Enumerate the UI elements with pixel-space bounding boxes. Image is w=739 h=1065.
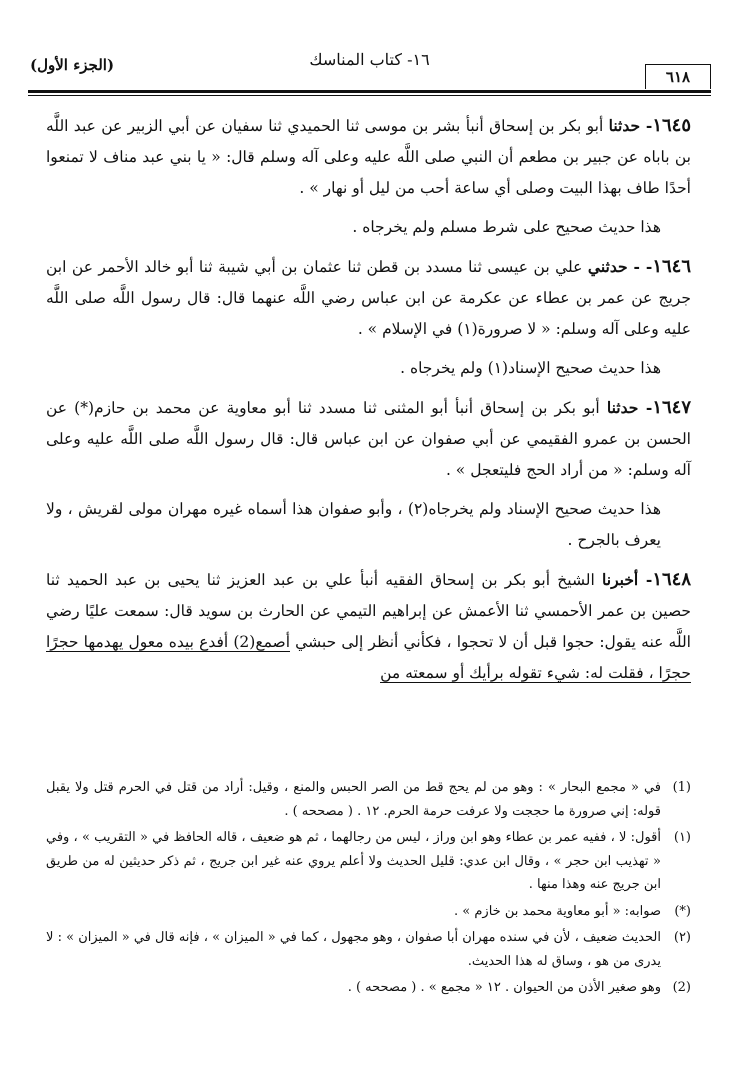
footnotes bbox=[46, 776, 691, 1003]
hadith-number: ١٦٤٧ bbox=[652, 397, 691, 418]
hadith-1645 bbox=[46, 110, 691, 204]
footnote-item bbox=[46, 826, 691, 897]
hadith-last-line: أصمع(2) أفدع بيده معول يهدمها حجرًا حجرًا ، فقلت له: شيء تقوله برأيك أو سمعته من bbox=[46, 633, 691, 682]
header-rule-thin bbox=[28, 95, 711, 96]
footnote-mark: (*) bbox=[674, 903, 691, 919]
hadith-lead: - حدثنا bbox=[608, 116, 653, 135]
footnote-text: أقول: لا ، ففيه عمر بن عطاء وهو ابن وراز ، ليس من رجالهما ، ثم هو ضعيف ، قاله الحافظ في « التقريب » ، وفي « تهذيب ابن حجر » ، وقال ابن عدي: قليل الحديث ولا أعلم يروي عنه غير ابن جريج ، ثم ذكر حديثين له من طريق ابن جريج عنه وهذا منها . bbox=[46, 830, 661, 892]
footnote-mark: (1) bbox=[672, 780, 691, 795]
footnote-item bbox=[46, 900, 691, 924]
hadith-number: ١٦٤٦ bbox=[652, 256, 691, 277]
chapter-title: ١٦- كتاب المناسك bbox=[309, 50, 430, 69]
footnote-mark: (٢) bbox=[673, 930, 691, 945]
hadith-lead: - - حدثني bbox=[587, 257, 653, 276]
footnote-text: وهو صغير الأذن من الحيوان . ١٢ « مجمع » . ( مصححه ) . bbox=[347, 980, 661, 995]
footnote-item bbox=[46, 926, 691, 973]
hadith-number: ١٦٤٨ bbox=[652, 569, 692, 590]
footnote-mark: (١) bbox=[673, 830, 691, 845]
hadith-text: علي بن عيسى ثنا مسدد بن قطن ثنا عثمان بن أبي شيبة ثنا أبو خالد الأحمر عن ابن جريج عن عمر بن عطاء عن عكرمة عن ابن عباس رضي اللَّه عنهما قال: قال رسول اللَّه صلى اللَّه عليه وعلى آله وسلم: « لا صرورة(١) في الإسلام » . bbox=[46, 258, 691, 338]
footnote-item bbox=[46, 976, 691, 1000]
hadith-comment: هذا حديث صحيح الإسناد(١) ولم يخرجاه . bbox=[400, 359, 661, 377]
footnote-text: صوابه: « أبو معاوية محمد بن خازم » . bbox=[454, 903, 661, 919]
hadith-1646 bbox=[46, 251, 691, 345]
header-rule-thick bbox=[28, 90, 711, 93]
footnote-text: الحديث ضعيف ، لأن في سنده مهران أبا صفوان ، وهو مجهول ، كما في « الميزان » ، فإنه قال في « الميزان » : لا يدرى من هو ، وساق له هذا الحديث. bbox=[46, 930, 661, 969]
hadith-1647 bbox=[46, 392, 691, 486]
footnote-item bbox=[46, 776, 691, 823]
page-number: ٦١٨ bbox=[645, 64, 711, 89]
main-text bbox=[46, 110, 691, 697]
hadith-number: ١٦٤٥ bbox=[652, 115, 692, 136]
hadith-text: أبو بكر بن إسحاق أنبأ أبو المثنى ثنا مسدد ثنا أبو معاوية عن محمد بن حازم(*) عن الحسن بن عمرو الفقيمي عن أبي صفوان عن ابن عباس قال: قال رسول اللَّه صلى اللَّه عليه وعلى آله وسلم: « من أراد الحج فليتعجل » . bbox=[46, 399, 691, 479]
page-header bbox=[28, 36, 711, 98]
hadith-comment: هذا حديث صحيح الإسناد ولم يخرجاه(٢) ، وأبو صفوان هذا أسماه غيره مهران مولى لقريش ، ولا يعرف بالجرح . bbox=[46, 500, 662, 549]
footnote-mark: (2) bbox=[672, 980, 691, 995]
hadith-lead: - حدثنا bbox=[606, 398, 653, 417]
volume-label: (الجزء الأول) bbox=[30, 56, 115, 74]
hadith-lead: - أخبرنا bbox=[602, 570, 653, 589]
hadith-text: الشيخ أبو بكر بن إسحاق الفقيه أنبأ علي بن عبد العزيز ثنا يحيى بن عبد الحميد ثنا حصين بن عمر الأحمسي ثنا الأعمش عن إبراهيم التيمي عن الحارث بن سويد قال: سمعت عليًا رضي اللَّه عنه يقول: حجوا قبل أن لا تحجوا ، فكأني أنظر إلى حبشي bbox=[46, 571, 691, 651]
hadith-1648 bbox=[46, 564, 691, 689]
hadith-text: أبو بكر بن إسحاق أنبأ بشر بن موسى ثنا الحميدي ثنا سفيان عن أبي الزبير عن عبد اللَّه بن باباه عن جبير بن مطعم أن النبي صلى اللَّه عليه وعلى آله وسلم قال: « يا بني عبد مناف لا تمنعوا أحدًا طاف بهذا البيت وصلى أي ساعة أحب من ليل أو نهار » . bbox=[46, 117, 691, 197]
footnote-text: في « مجمع البحار » : وهو من لم يحج قط من الصر الحبس والمنع ، وقيل: أراد من قتل في الحرم قتل ولا يقبل قوله: إني صرورة ما حججت ولا عرفت حرمة الحرم. ١٢ . ( مصححه ) . bbox=[46, 780, 661, 819]
hadith-comment: هذا حديث صحيح على شرط مسلم ولم يخرجاه . bbox=[352, 218, 661, 236]
